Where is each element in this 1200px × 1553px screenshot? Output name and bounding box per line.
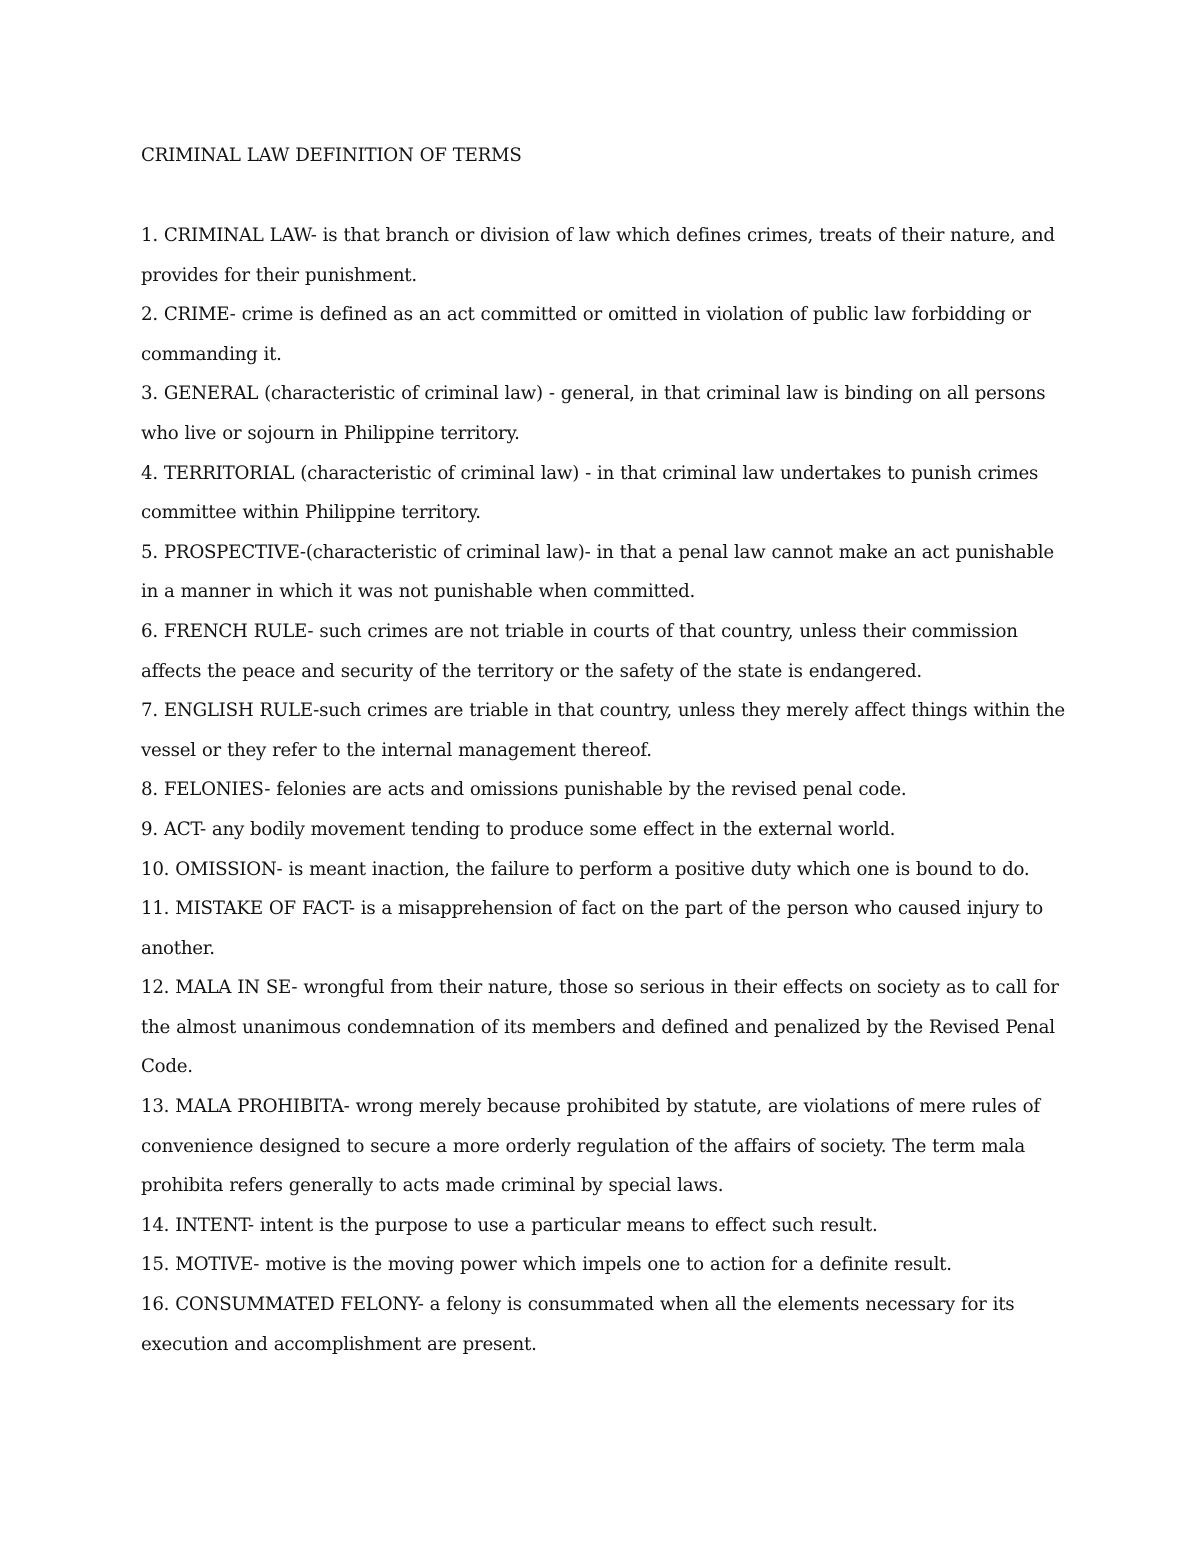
term-item-7: 7. ENGLISH RULE-such crimes are triable in that country, unless they merely affect things within the vessel or they refer to the internal management thereof. xyxy=(141,700,1065,761)
term-item-9: 9. ACT- any bodily movement tending to produce some effect in the external world. xyxy=(141,818,896,840)
term-item-4: 4. TERRITORIAL (characteristic of criminal law) - in that criminal law undertakes to punish crimes committee within Philippine territory. xyxy=(141,462,1039,524)
term-item-11: 11. MISTAKE OF FACT- is a misapprehension of fact on the part of the person who caused injury to another. xyxy=(141,898,1043,959)
term-item-12: 12. MALA IN SE- wrongful from their nature, those so serious in their effects on society as to call for the almost unanimous condemnation of its members and defined and penalized by the Revised Penal Code. xyxy=(141,977,1059,1078)
title-spacer xyxy=(141,176,1066,216)
term-item-16: 16. CONSUMMATED FELONY- a felony is consummated when all the elements necessary for its execution and accomplishment are present. xyxy=(141,1294,1015,1355)
term-item-5: 5. PROSPECTIVE-(characteristic of criminal law)- in that a penal law cannot make an act punishable in a manner in which it was not punishable when committed. xyxy=(141,541,1054,603)
term-item-3: 3. GENERAL (characteristic of criminal law) - general, in that criminal law is binding on all persons who live or sojourn in Philippine territory. xyxy=(141,383,1046,444)
term-item-15: 15. MOTIVE- motive is the moving power which impels one to action for a definite result. xyxy=(141,1254,952,1276)
term-item-10: 10. OMISSION- is meant inaction, the failure to perform a positive duty which one is bound to do. xyxy=(141,858,1030,880)
term-item-6: 6. FRENCH RULE- such crimes are not triable in courts of that country, unless their commission affects the peace and security of the territory or the safety of the state is endangered. xyxy=(141,620,1018,682)
document-title: CRIMINAL LAW DEFINITION OF TERMS xyxy=(141,145,522,166)
terms-list xyxy=(141,216,1066,1364)
term-item-14: 14. INTENT- intent is the purpose to use a particular means to effect such result. xyxy=(141,1214,878,1236)
term-item-2: 2. CRIME- crime is defined as an act committed or omitted in violation of public law forbidding or commanding it. xyxy=(141,304,1031,365)
term-item-1: 1. CRIMINAL LAW- is that branch or division of law which defines crimes, treats of their nature, and provides for their punishment. xyxy=(141,225,1055,286)
term-item-13: 13. MALA PROHIBITA- wrong merely because prohibited by statute, are violations of mere rules of convenience designed to secure a more orderly regulation of the affairs of society. The term mala prohibita refers generally to acts made criminal by special laws. xyxy=(141,1096,1040,1197)
term-item-8: 8. FELONIES- felonies are acts and omissions punishable by the revised penal code. xyxy=(141,779,907,801)
document-body xyxy=(141,136,1066,1364)
